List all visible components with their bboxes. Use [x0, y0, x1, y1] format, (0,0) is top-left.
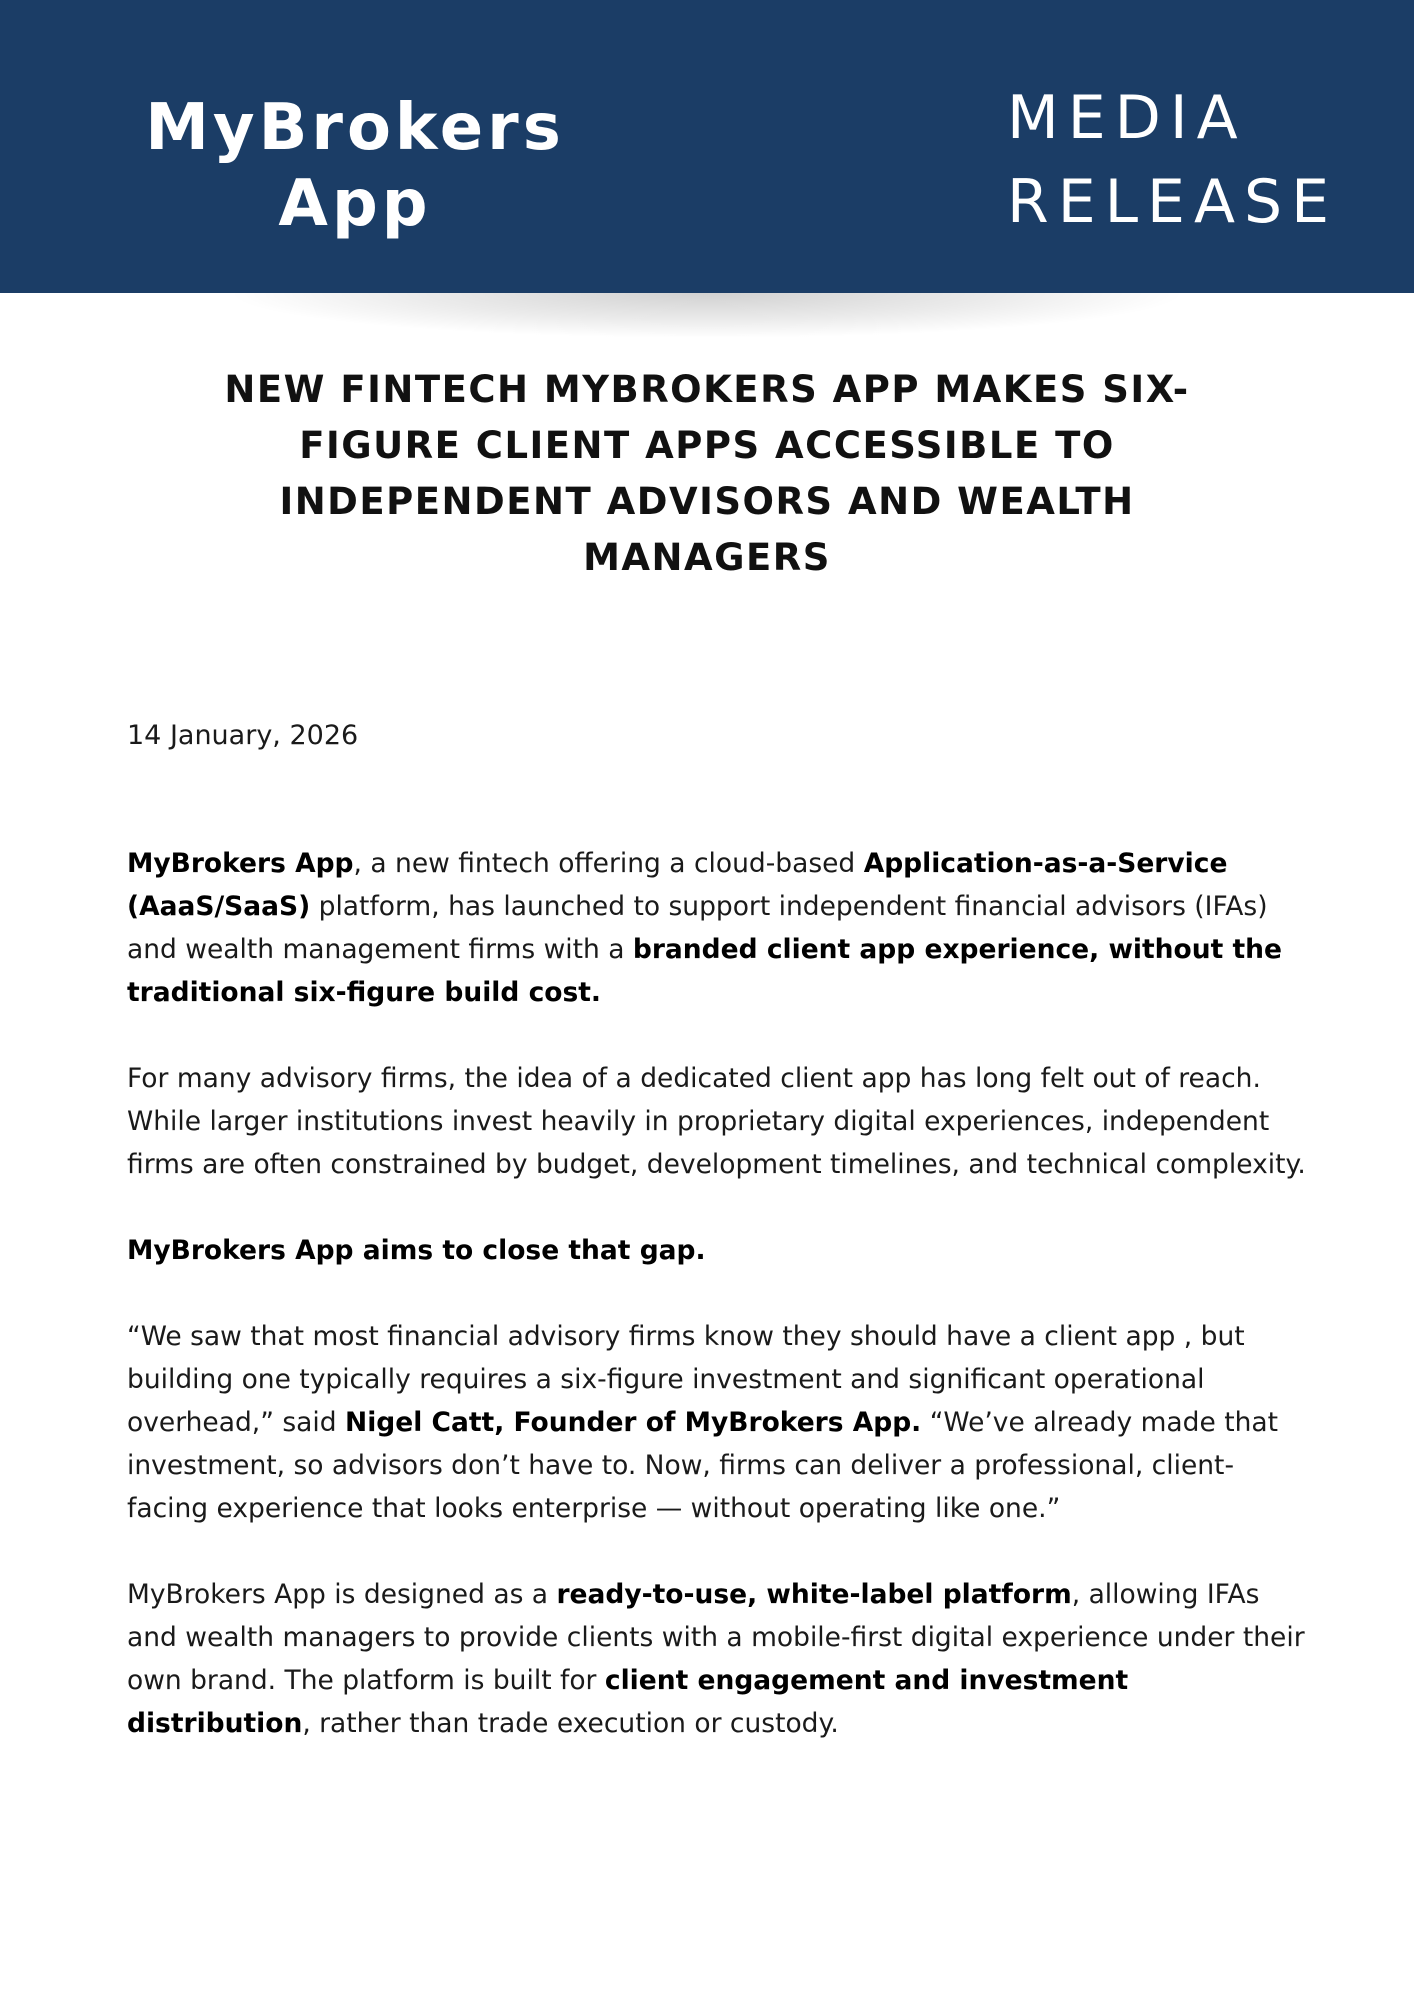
paragraph-1	[127, 842, 1307, 1014]
p4-bold-founder: Nigel Catt, Founder of MyBrokers App.	[345, 1407, 922, 1438]
p5-bold-engagement: client engagement and investment distribution	[127, 1665, 1129, 1739]
p1-text-a: , a new fintech offering a cloud-based	[353, 848, 864, 879]
release-line-2: RELEASE	[1007, 167, 1338, 237]
release-date: 14 January, 2026	[127, 720, 359, 751]
p1-bold-aaas: Application-as-a-Service (AaaS/SaaS)	[127, 848, 1228, 922]
brand-line-2: App	[278, 167, 432, 241]
brand-logo	[140, 90, 570, 242]
paragraph-4	[127, 1315, 1307, 1530]
p4-text-b: “We’ve already made that investment, so advisors don’t have to. Now, firms can deliver a professional, client-facing experience that looks enterprise — without operating like one.”	[127, 1407, 1279, 1524]
p4-text-a: “We saw that most financial advisory firms know they should have a client app , but building one typically requires a six-figure investment and significant operational overhead,” said	[127, 1321, 1245, 1438]
paragraph-3	[127, 1229, 1307, 1272]
p3-bold: MyBrokers App aims to close that gap.	[127, 1235, 706, 1266]
p1-text-b: platform, has launched to support independent financial advisors (IFAs) and wealth management firms with a	[127, 891, 1268, 965]
headline: NEW FINTECH MYBROKERS APP MAKES SIX-FIGURE CLIENT APPS ACCESSIBLE TO INDEPENDENT ADVISORS AND WEALTH MANAGERS	[224, 368, 1190, 579]
p1-bold-cost: branded client app experience, without the traditional six-figure build cost.	[127, 934, 1283, 1008]
body-text	[127, 842, 1307, 1788]
paragraph-5	[127, 1573, 1307, 1745]
paragraph-2: For many advisory firms, the idea of a dedicated client app has long felt out of reach. While larger institutions invest heavily in proprietary digital experiences, independent firms are often constrained by budget, development timelines, and technical complexity.	[127, 1063, 1306, 1180]
p1-bold-brand: MyBrokers App	[127, 848, 354, 879]
header-shadow	[0, 293, 1414, 353]
p5-text-b: , allowing IFAs and wealth managers to provide clients with a mobile-first digital experience under their own brand. The platform is built for	[127, 1579, 1305, 1696]
release-line-1: MEDIA	[1007, 83, 1247, 153]
header-banner	[0, 0, 1414, 293]
p5-bold-platform: ready-to-use, white-label platform	[556, 1579, 1072, 1610]
p5-text-c: , rather than trade execution or custody.	[302, 1708, 839, 1739]
brand-line-1: MyBrokers	[145, 91, 565, 165]
p5-text-a: MyBrokers App is designed as a	[127, 1579, 557, 1610]
media-release-label	[1007, 76, 1387, 244]
